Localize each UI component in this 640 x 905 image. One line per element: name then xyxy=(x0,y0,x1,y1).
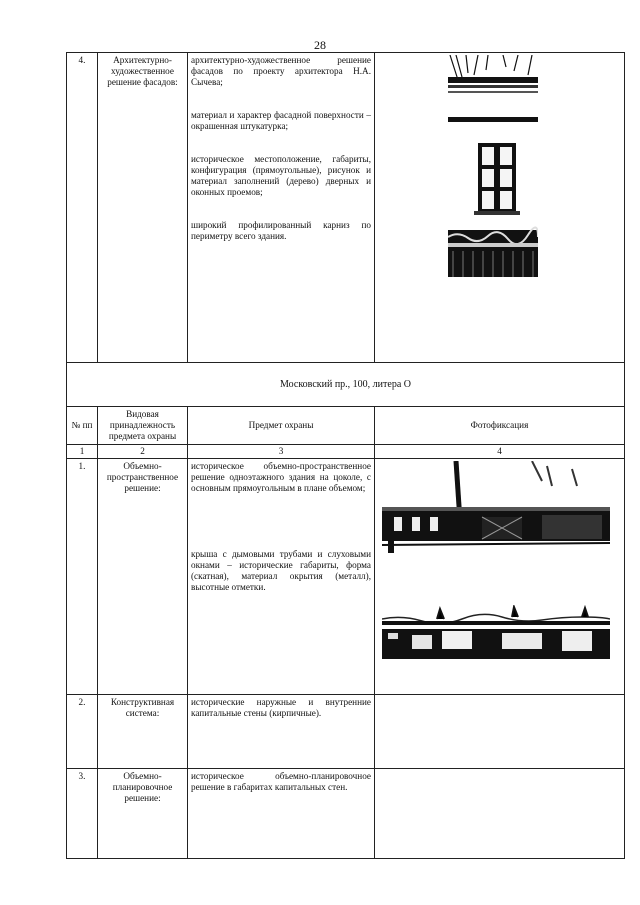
row-type: Объемно-пространственное решение: xyxy=(98,459,188,695)
photo-cell xyxy=(375,459,625,695)
col-number: 4 xyxy=(375,445,625,459)
photo-cell xyxy=(375,695,625,769)
table-row xyxy=(67,769,625,859)
header-type: Видовая принадлежность предмета охраны xyxy=(98,407,188,445)
row-number: 4. xyxy=(67,53,98,363)
subject-paragraph: широкий профилированный карниз по периметру всего здания. xyxy=(191,220,371,241)
header-subject: Предмет охраны xyxy=(188,407,375,445)
table-row xyxy=(67,695,625,769)
row-subject xyxy=(188,695,375,769)
header-photo: Фотофиксация xyxy=(375,407,625,445)
roof-photo xyxy=(382,605,610,665)
protection-table xyxy=(66,52,625,859)
subject-paragraph: крыша с дымовыми трубами и слуховыми окнами – исторические габариты, форма (скатная), материал окрытия (металл), высотные отметки. xyxy=(191,549,371,592)
row-type: Конструктивная система: xyxy=(98,695,188,769)
col-number: 3 xyxy=(188,445,375,459)
row-number: 3. xyxy=(67,769,98,859)
col-number: 2 xyxy=(98,445,188,459)
row-subject xyxy=(188,459,375,695)
table-row xyxy=(67,459,625,695)
row-number: 2. xyxy=(67,695,98,769)
subject-paragraph: историческое объемно-планировочное решение в габаритах капитальных стен. xyxy=(191,771,371,792)
photo-cell xyxy=(375,769,625,859)
row-subject xyxy=(188,769,375,859)
subject-paragraph: историческое объемно-пространственное решение одноэтажного здания на цоколе, с основным прямоугольным в плане объемом; xyxy=(191,461,371,493)
subject-paragraph: исторические наружные и внутренние капитальные стены (кирпичные). xyxy=(191,697,371,718)
header-num: № пп xyxy=(67,407,98,445)
row-subject xyxy=(188,53,375,363)
table-row xyxy=(67,53,625,363)
address-title: Московский пр., 100, литера О xyxy=(67,363,625,407)
facade-photo xyxy=(448,55,538,277)
subject-paragraph: материал и характер фасадной поверхности – окрашенная штукатурка; xyxy=(191,110,371,131)
col-number: 1 xyxy=(67,445,98,459)
address-row xyxy=(67,363,625,407)
header-row xyxy=(67,407,625,445)
row-type: Объемно-планировочное решение: xyxy=(98,769,188,859)
column-number-row xyxy=(67,445,625,459)
page-number: 28 xyxy=(314,38,326,52)
row-number: 1. xyxy=(67,459,98,695)
subject-paragraph: архитектурно-художественное решение фасадов по проекту архитектора Н.А. Сычева; xyxy=(191,55,371,87)
subject-paragraph: историческое местоположение, габариты, конфигурация (прямоугольные), рисунок и материал заполнений (дерево) дверных и оконных проемов; xyxy=(191,154,371,197)
photo-cell xyxy=(375,53,625,363)
building-photo xyxy=(382,461,610,561)
row-type: Архитектурно-художественное решение фасадов: xyxy=(98,53,188,363)
